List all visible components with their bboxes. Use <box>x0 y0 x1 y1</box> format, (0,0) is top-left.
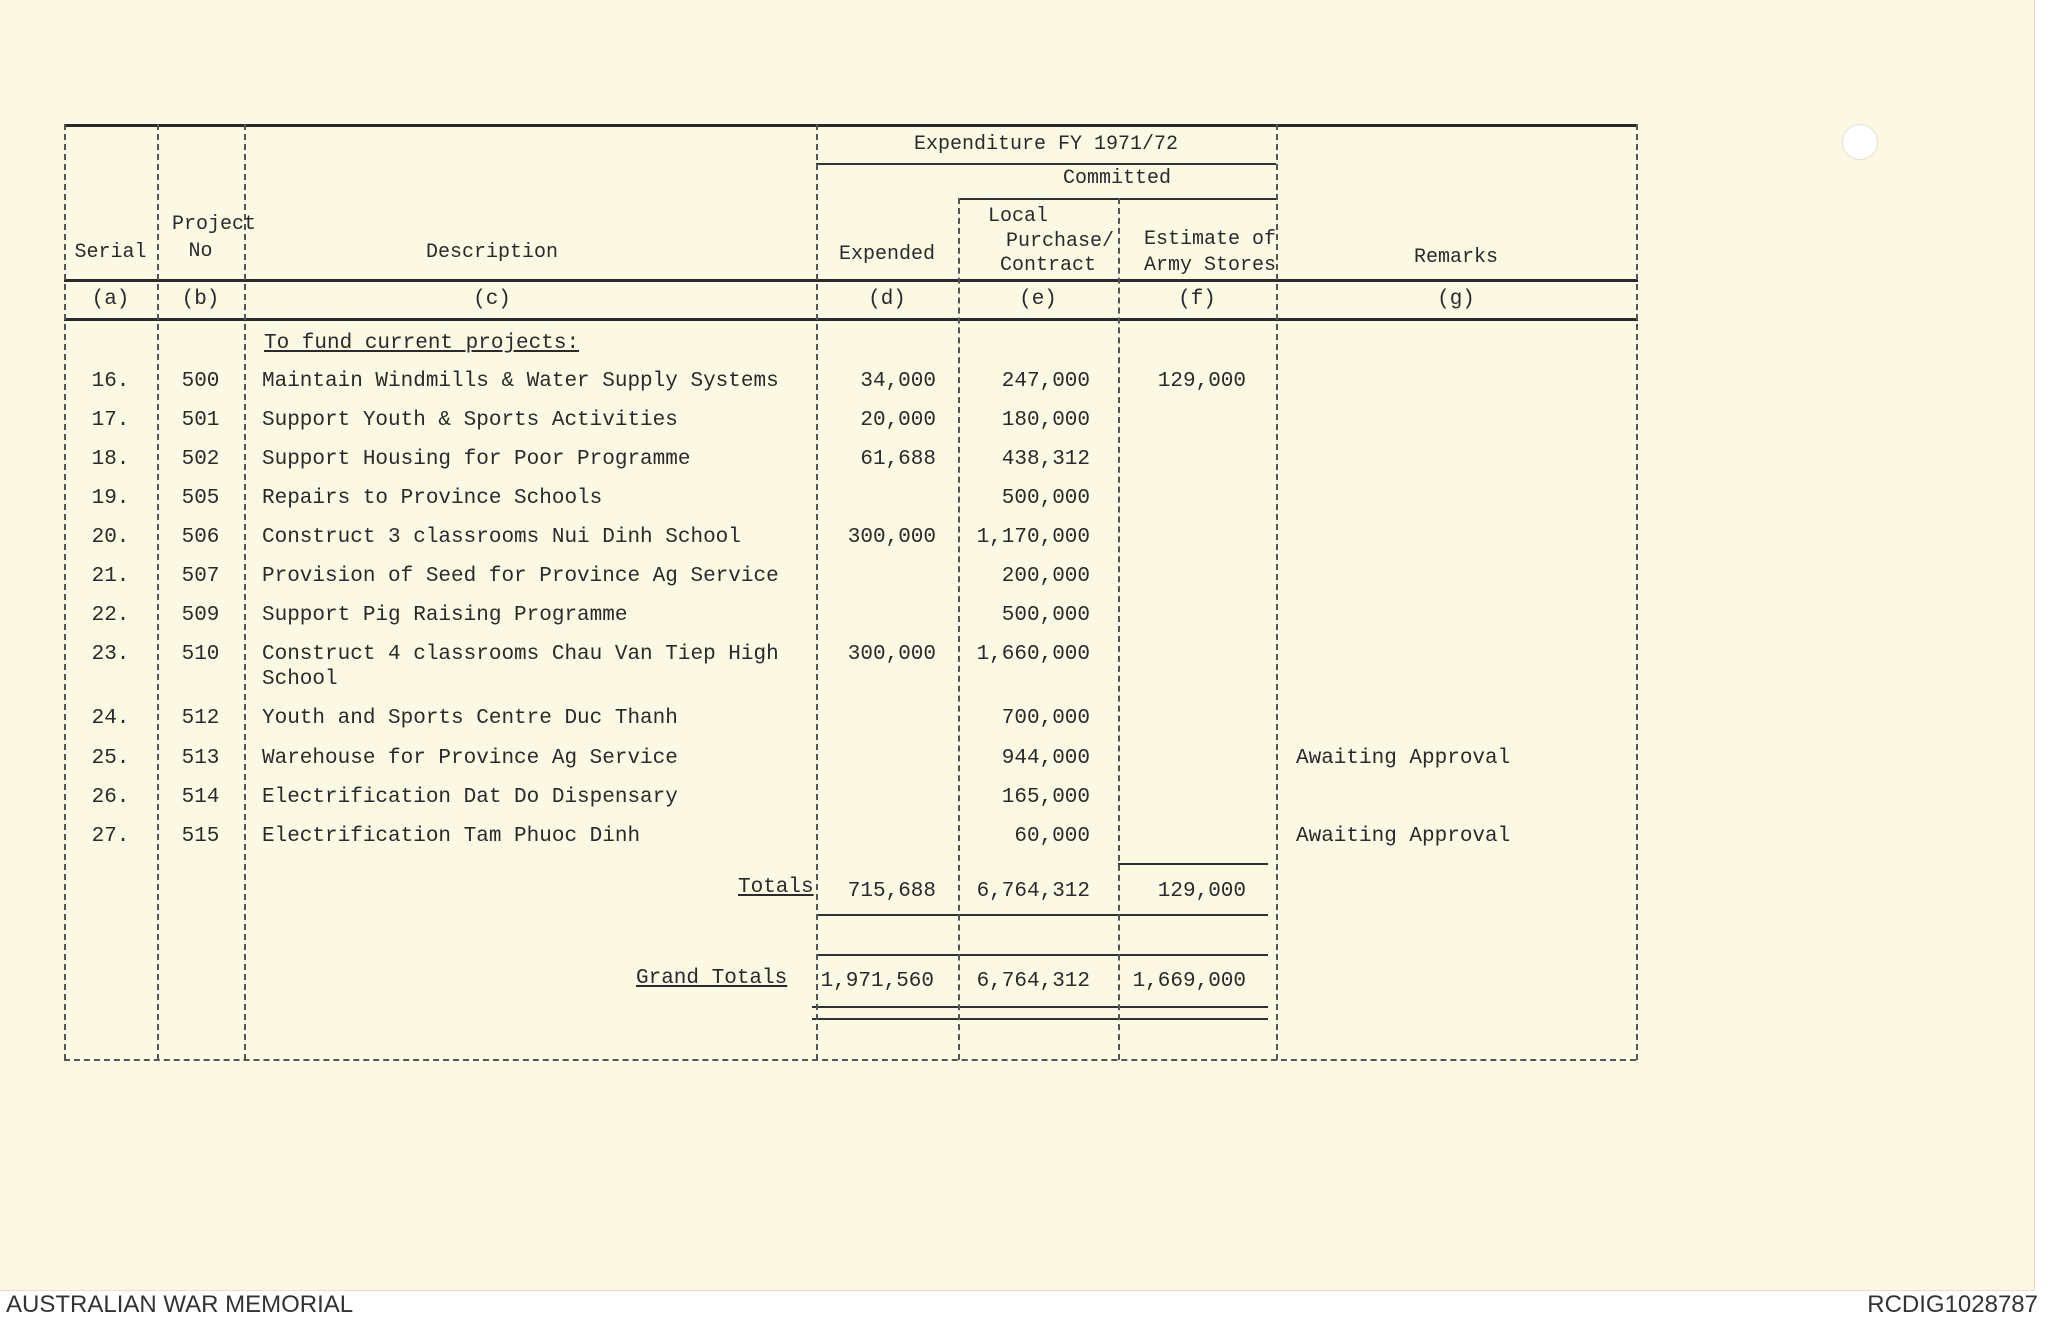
row-project-no: 515 <box>181 825 220 848</box>
row-local-purchase: 200,000 <box>1001 565 1090 588</box>
row-serial: 16. <box>91 370 130 393</box>
col-line-local <box>1118 198 1120 1060</box>
row-project-no: 507 <box>181 565 220 588</box>
row-project-no: 506 <box>181 526 220 549</box>
project-header-line2: No <box>188 240 213 263</box>
row-project-no: 502 <box>181 448 220 471</box>
remarks-header: Remarks <box>1413 246 1498 269</box>
expended-header: Expended <box>838 243 935 266</box>
row-project-no: 513 <box>181 747 220 770</box>
row-local-purchase: 165,000 <box>1001 786 1090 809</box>
row-serial: 19. <box>91 487 130 510</box>
col-line-serial <box>157 124 159 1060</box>
row-description: Repairs to Province Schools <box>262 487 603 510</box>
local-header-line2: Purchase/ <box>1005 230 1114 253</box>
column-letter-g: (g) <box>1437 288 1475 311</box>
column-letter-f: (f) <box>1178 288 1216 311</box>
row-local-purchase: 700,000 <box>1001 707 1090 730</box>
expenditure-underline <box>816 163 1276 165</box>
expenditure-title: Expenditure FY 1971/72 <box>913 133 1179 156</box>
totals-bottom-line-1 <box>818 914 1268 916</box>
row-project-no: 500 <box>181 370 220 393</box>
row-description: Youth and Sports Centre Duc Thanh <box>262 707 678 730</box>
row-expended: 34,000 <box>860 370 936 393</box>
row-description: Construct 3 classrooms Nui Dinh School <box>262 526 741 549</box>
committed-header: Committed <box>1062 167 1172 190</box>
row-serial: 27. <box>91 825 130 848</box>
row-description: Support Pig Raising Programme <box>262 604 628 627</box>
col-line-expended <box>958 198 960 1060</box>
row-expended: 61,688 <box>860 448 936 471</box>
totals-expended: 715,688 <box>847 880 936 903</box>
project-header-line1: Project <box>172 213 257 236</box>
row-local-purchase: 60,000 <box>1014 825 1090 848</box>
col-line-right <box>1636 124 1638 1060</box>
row-project-no: 510 <box>181 643 220 666</box>
row-description: Maintain Windmills & Water Supply Systems <box>262 370 779 393</box>
row-serial: 24. <box>91 707 130 730</box>
row-local-purchase: 438,312 <box>1001 448 1090 471</box>
row-description: Electrification Dat Do Dispensary <box>262 786 678 809</box>
section-heading: To fund current projects: <box>264 332 580 355</box>
row-serial: 17. <box>91 409 130 432</box>
table-bottom-border <box>64 1059 1636 1061</box>
grand-totals-local: 6,764,312 <box>976 970 1090 993</box>
local-header-line3: Contract <box>999 254 1096 277</box>
row-description: Warehouse for Province Ag Service <box>262 747 678 770</box>
row-local-purchase: 180,000 <box>1001 409 1090 432</box>
row-army-stores: 129,000 <box>1157 370 1246 393</box>
row-expended: 300,000 <box>847 643 936 666</box>
row-serial: 21. <box>91 565 130 588</box>
letters-bottom-border <box>64 318 1638 321</box>
row-local-purchase: 247,000 <box>1001 370 1090 393</box>
row-serial: 25. <box>91 747 130 770</box>
row-serial: 20. <box>91 526 130 549</box>
archive-reference: RCDIG1028787 <box>1867 1291 2038 1318</box>
row-project-no: 512 <box>181 707 220 730</box>
grand-totals-estimate: 1,669,000 <box>1132 970 1246 993</box>
column-letter-a: (a) <box>91 288 130 311</box>
row-project-no: 505 <box>181 487 220 510</box>
row-serial: 18. <box>91 448 130 471</box>
grand-totals-expended: 1,971,560 <box>820 970 934 993</box>
row-expended: 20,000 <box>860 409 936 432</box>
grand-totals-label: Grand Totals <box>636 967 788 990</box>
row-remarks: Awaiting Approval <box>1296 825 1511 848</box>
estimate-header-line2: Army Stores <box>1143 254 1276 277</box>
row-project-no: 514 <box>181 786 220 809</box>
grand-totals-line-2 <box>812 1018 1268 1020</box>
totals-local: 6,764,312 <box>976 880 1090 903</box>
row-description-continued: School <box>262 668 338 691</box>
column-letter-b: (b) <box>181 288 220 311</box>
row-expended: 300,000 <box>847 526 936 549</box>
row-description: Electrification Tam Phuoc Dinh <box>262 825 641 848</box>
column-letter-d: (d) <box>868 288 906 311</box>
row-description: Support Youth & Sports Activities <box>262 409 678 432</box>
totals-estimate: 129,000 <box>1157 880 1246 903</box>
column-letter-c: (c) <box>473 288 511 311</box>
row-project-no: 501 <box>181 409 220 432</box>
archive-credit: AUSTRALIAN WAR MEMORIAL <box>6 1291 354 1318</box>
row-project-no: 509 <box>181 604 220 627</box>
row-description: Provision of Seed for Province Ag Service <box>262 565 779 588</box>
committed-underline <box>958 198 1276 200</box>
row-local-purchase: 944,000 <box>1001 747 1090 770</box>
description-header: Description <box>425 241 559 264</box>
row-description: Support Housing for Poor Programme <box>262 448 691 471</box>
estimate-header-line1: Estimate of <box>1143 228 1276 251</box>
row-serial: 26. <box>91 786 130 809</box>
totals-bottom-line-2 <box>818 954 1268 956</box>
table-top-border <box>64 124 1638 127</box>
row-serial: 22. <box>91 604 130 627</box>
serial-header: Serial <box>74 241 147 264</box>
totals-label: Totals <box>738 876 814 899</box>
row-remarks: Awaiting Approval <box>1296 747 1511 770</box>
column-letter-e: (e) <box>1019 288 1057 311</box>
grand-totals-line-1 <box>812 1006 1268 1008</box>
local-header-line1: Local <box>988 205 1049 228</box>
row-local-purchase: 500,000 <box>1001 487 1090 510</box>
row-local-purchase: 1,170,000 <box>976 526 1090 549</box>
row-local-purchase: 1,660,000 <box>976 643 1090 666</box>
row-serial: 23. <box>91 643 130 666</box>
totals-top-line <box>1118 863 1268 865</box>
row-description: Construct 4 classrooms Chau Van Tiep High <box>262 643 779 666</box>
punch-hole <box>1842 124 1878 160</box>
header-bottom-border <box>64 279 1638 282</box>
row-local-purchase: 500,000 <box>1001 604 1090 627</box>
